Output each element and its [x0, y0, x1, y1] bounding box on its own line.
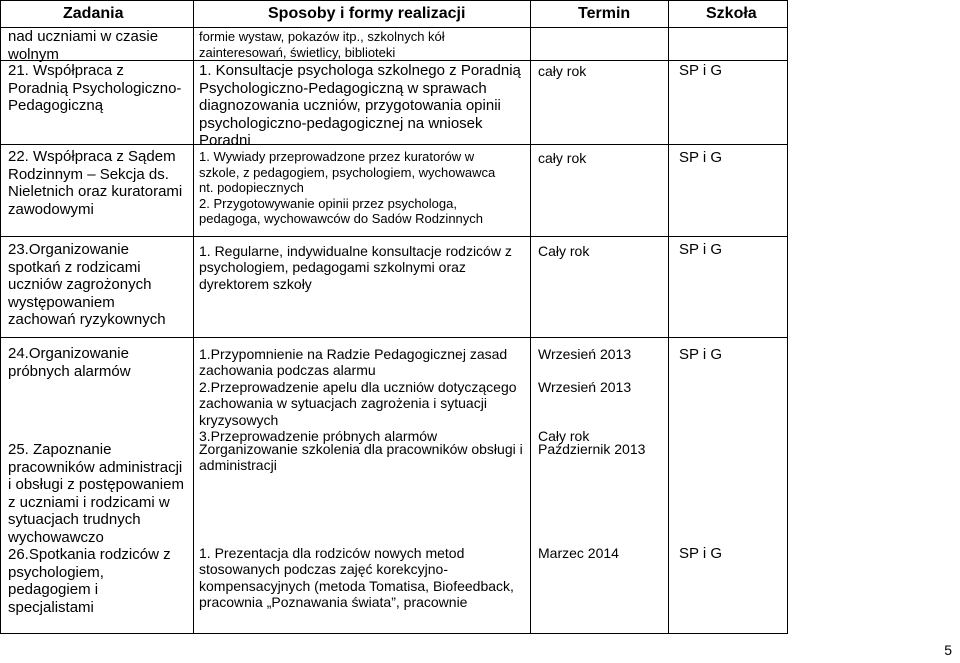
methods-cell: Zorganizowanie szkolenia dla pracowników obsługi i administracji [199, 441, 523, 474]
term-cell: cały rok [538, 150, 587, 166]
term-cell: Wrzesień 2013 Wrzesień 2013 Cały rok [538, 346, 632, 445]
term-cell: Październik 2013 [538, 441, 646, 457]
term-cell: Marzec 2014 [538, 545, 619, 561]
header-school: Szkoła [706, 5, 757, 22]
task-cell: 22. Współpraca z Sądem Rodzinnym – Sekcja ds. Nieletnich oraz kuratorami zawodowymi [8, 148, 183, 218]
methods-cell: 1. Konsultacje psychologa szkolnego z Poradnią Psychologiczno-Pedagogiczną w sprawach diagnozowania uczniów, przygotowania opinii psychologiczno-pedagogicznej na wniosek Poradni [199, 62, 521, 150]
methods-cell: formie wystaw, pokazów itp., szkolnych kół zainteresowań, świetlicy, biblioteki [199, 29, 445, 60]
school-cell: SP i G [679, 149, 723, 166]
school-cell: SP i G [679, 346, 723, 363]
task-cell: 25. Zapoznanie pracowników administracji i obsługi z postępowaniem z uczniami i rodzicami w sytuacjach trudnych wychowawczo [8, 441, 184, 546]
term-cell: cały rok [538, 63, 587, 79]
header-tasks: Zadania [63, 5, 124, 22]
task-cell: 21. Współpraca z Poradnią Psychologiczno- Pedagogiczną [8, 62, 182, 115]
task-cell: nad uczniami w czasie wolnym [8, 28, 159, 63]
header-term: Termin [578, 5, 631, 22]
school-cell: SP i G [679, 62, 723, 79]
term-cell: Cały rok [538, 243, 590, 259]
methods-cell: 1. Prezentacja dla rodziców nowych metod stosowanych podczas zajęć korekcyjno- kompensacyjnych (metoda Tomatisa, Biofeedback, pracownia „Poznawania świata”, pracownie [199, 545, 514, 611]
page-number: 5 [944, 642, 952, 658]
task-cell: 24.Organizowanie próbnych alarmów [8, 345, 131, 380]
methods-cell: 1. Wywiady przeprowadzone przez kuratorów w szkole, z pedagogiem, psychologiem, wychowawca nt. podopiecznych 2. Przygotowywanie opinii przez psychologa, pedagoga, wychowawców do Sadów Rodzinnych [199, 149, 496, 227]
methods-cell: 1.Przypomnienie na Radzie Pedagogicznej zasad zachowania podczas alarmu 2.Przeprowadzenie apelu dla uczniów dotyczącego zachowania w sytuacjach zagrożenia i sytuacji kryzysowych 3.Przeprowadzenie próbnych alarmów [199, 346, 517, 445]
school-cell: SP i G [679, 241, 723, 258]
task-cell: 26.Spotkania rodziców z psychologiem, pedagogiem i specjalistami [8, 546, 171, 616]
methods-cell: 1. Regularne, indywidualne konsultacje rodziców z psychologiem, pedagogami szkolnymi oraz dyrektorem szkoły [199, 243, 512, 292]
header-methods: Sposoby i formy realizacji [268, 5, 466, 22]
school-cell: SP i G [679, 545, 723, 562]
task-cell: 23.Organizowanie spotkań z rodzicami uczniów zagrożonych występowaniem zachowań ryzykownych [8, 241, 166, 329]
